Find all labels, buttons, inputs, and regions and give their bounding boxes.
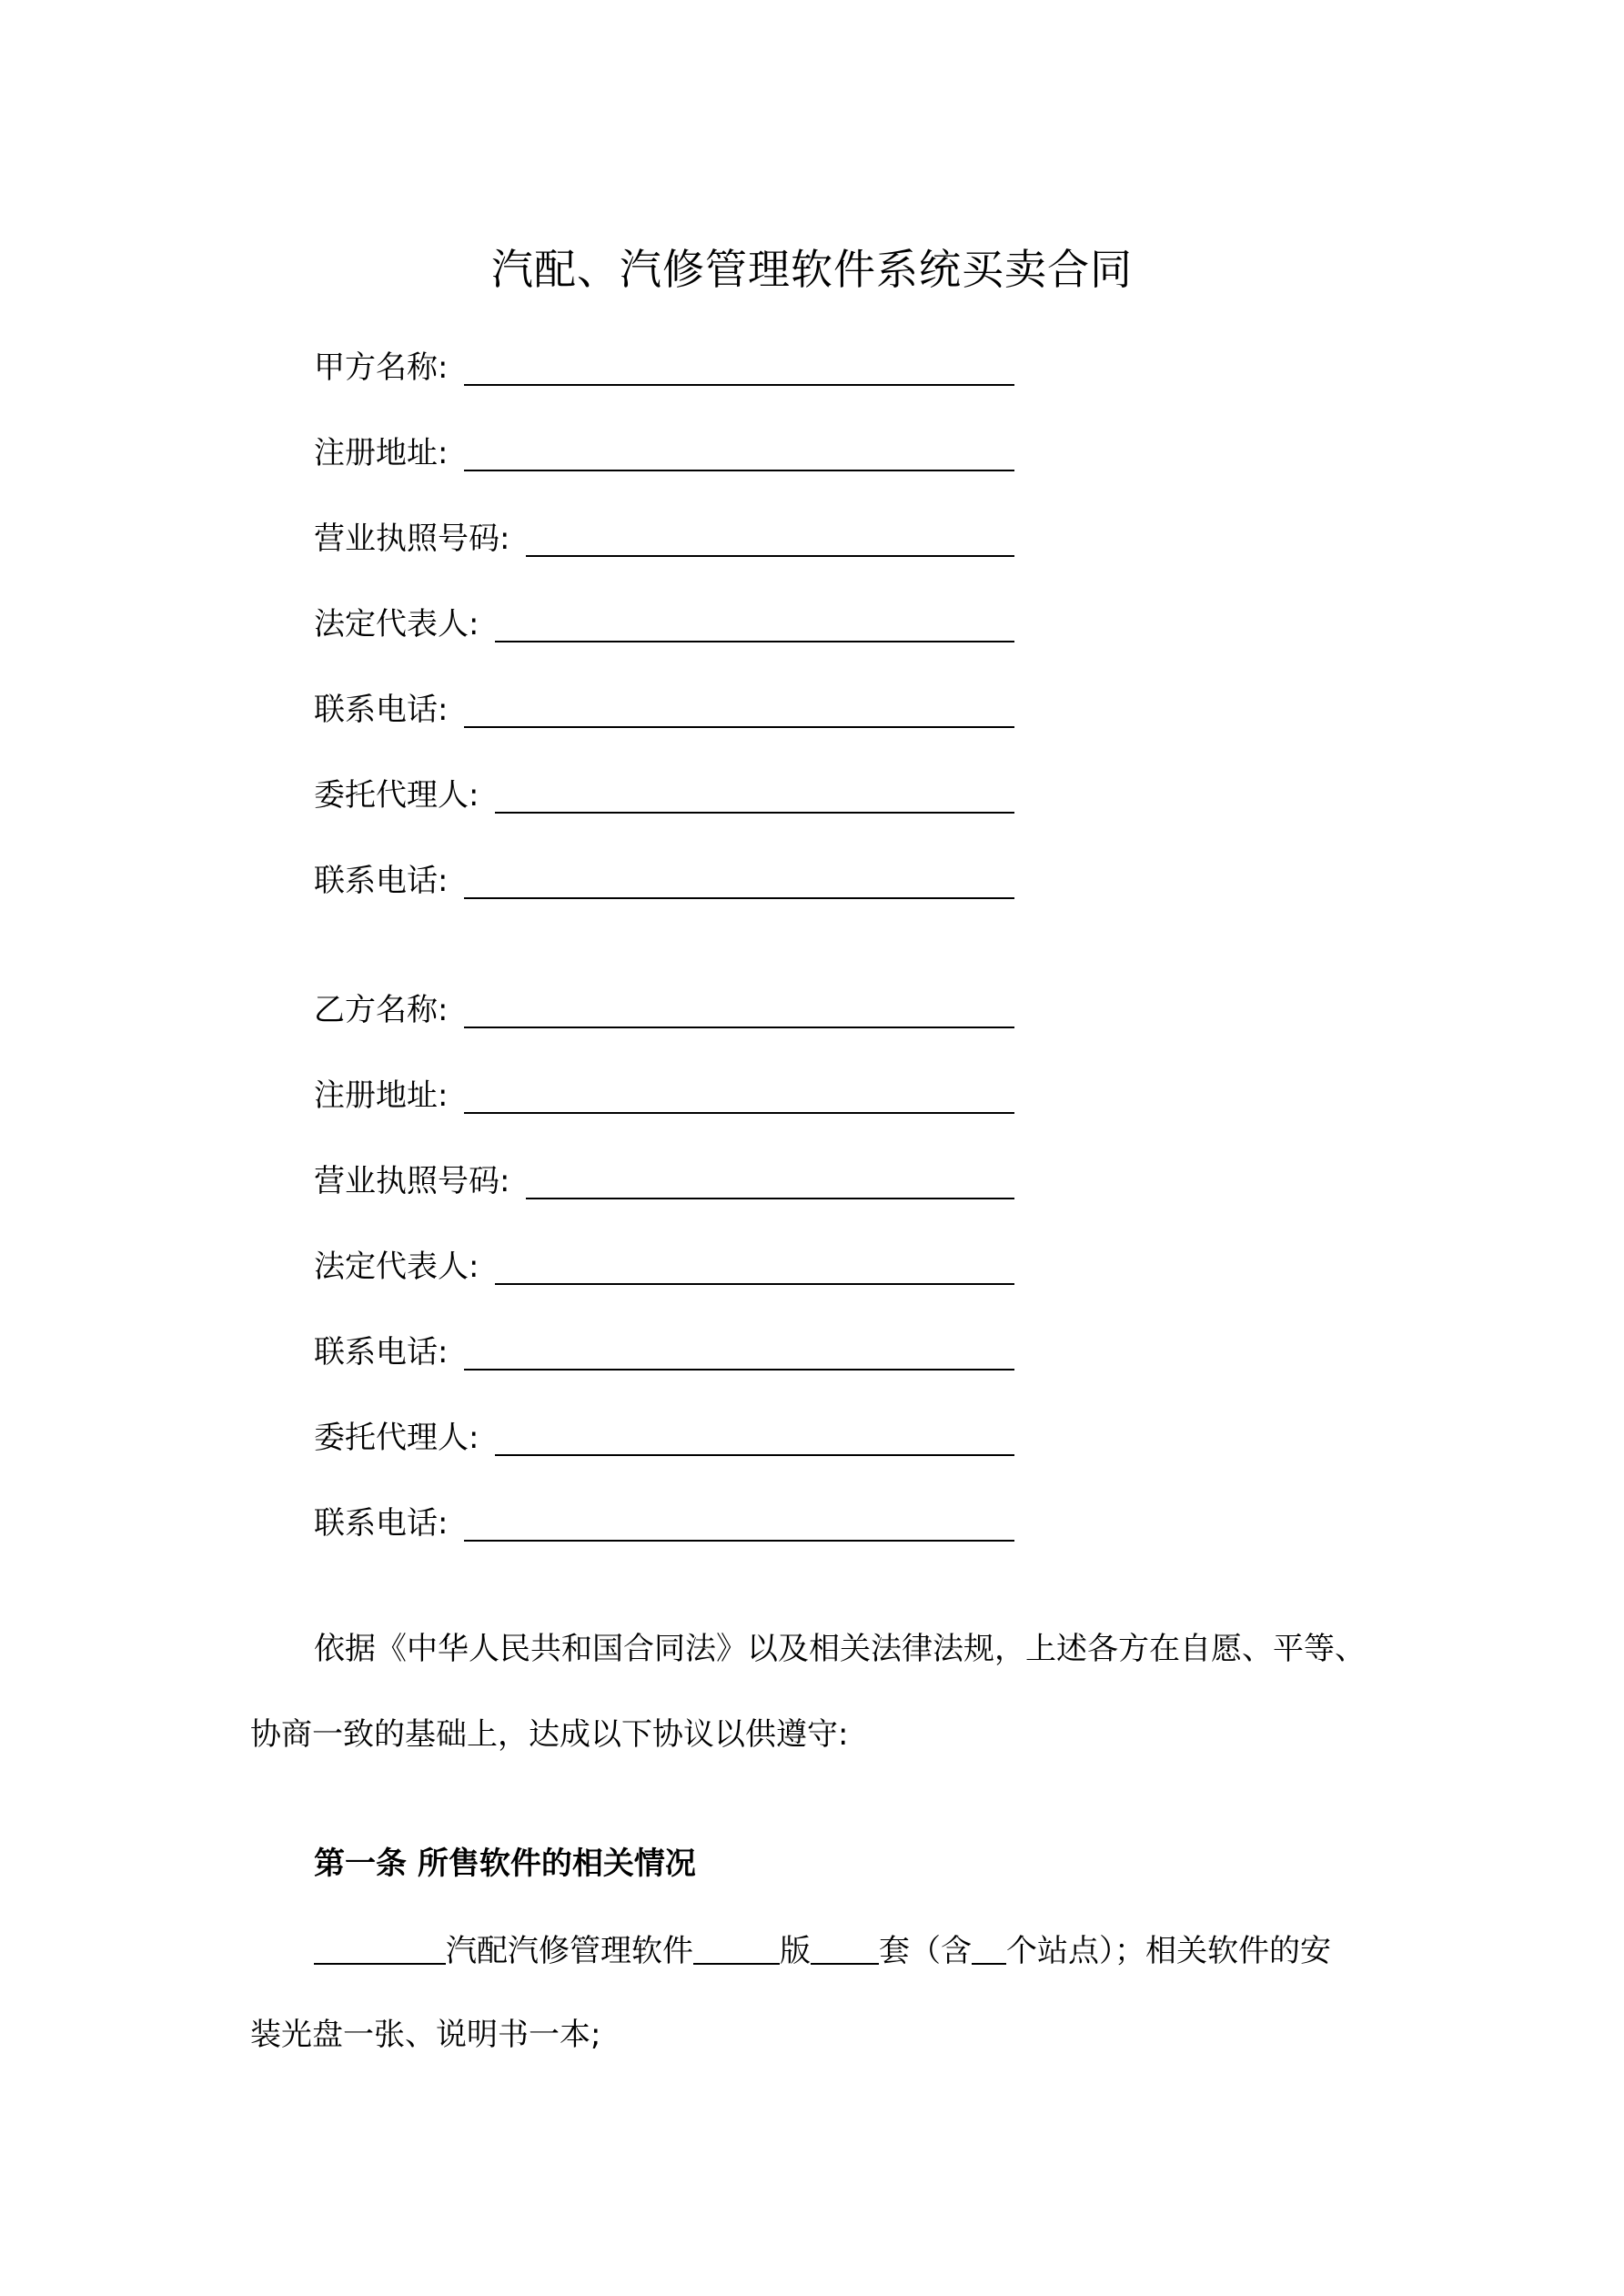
party-b-agent-phone-field[interactable] <box>314 1498 1014 1543</box>
fill-in-blank[interactable] <box>811 1934 879 1965</box>
party-a-legal-rep-field[interactable] <box>314 599 1014 644</box>
field-label: 乙方名称: <box>314 992 449 1028</box>
fill-in-blank[interactable] <box>464 437 1014 471</box>
field-label: 营业执照号码: <box>314 1163 510 1199</box>
field-label: 联系电话: <box>314 863 449 899</box>
party-b-phone-field[interactable] <box>314 1327 1014 1372</box>
fill-in-blank[interactable] <box>464 351 1014 386</box>
field-label: 法定代表人: <box>314 1249 479 1285</box>
party-a-license-field[interactable] <box>314 513 1014 559</box>
field-label: 注册地址: <box>314 435 449 471</box>
party-a-address-field[interactable] <box>314 428 1014 473</box>
field-label: 法定代表人: <box>314 606 479 642</box>
article-1-text-sites: 个站点）；相关软件的安 <box>1006 1933 1331 1969</box>
article-1-text-software: 汽配汽修管理软件 <box>446 1933 693 1969</box>
party-b-agent-field[interactable] <box>314 1412 1014 1458</box>
party-b-license-field[interactable] <box>314 1156 1014 1201</box>
field-label: 联系电话: <box>314 1505 449 1542</box>
party-a-agent-phone-field[interactable] <box>314 855 1014 901</box>
party-b-address-field[interactable] <box>314 1070 1014 1116</box>
fill-in-blank[interactable] <box>495 1421 1014 1456</box>
fill-in-blank[interactable] <box>464 1507 1014 1542</box>
fill-in-blank[interactable] <box>464 865 1014 899</box>
article-1-line-2: 装光盘一张、说明书一本; <box>250 2017 601 2053</box>
field-label: 营业执照号码: <box>314 521 510 557</box>
party-a-name-field[interactable] <box>314 342 1014 388</box>
field-label: 联系电话: <box>314 1334 449 1371</box>
fill-in-blank[interactable] <box>464 1336 1014 1371</box>
party-b-name-field[interactable] <box>314 985 1014 1030</box>
fill-in-blank[interactable] <box>526 522 1014 557</box>
fill-in-blank[interactable] <box>464 994 1014 1028</box>
fill-in-blank[interactable] <box>495 1250 1014 1285</box>
fill-in-blank[interactable] <box>495 779 1014 814</box>
party-a-agent-field[interactable] <box>314 770 1014 815</box>
party-a-phone-field[interactable] <box>314 684 1014 730</box>
fill-in-blank[interactable] <box>972 1934 1006 1965</box>
preamble-line-2: 协商一致的基础上，达成以下协议以供遵守: <box>250 1716 849 1753</box>
party-b-legal-rep-field[interactable] <box>314 1241 1014 1287</box>
fill-in-blank[interactable] <box>464 693 1014 728</box>
article-1-text-version: 版 <box>780 1933 811 1969</box>
fill-in-blank[interactable] <box>464 1079 1014 1114</box>
field-label: 注册地址: <box>314 1077 449 1114</box>
field-label: 联系电话: <box>314 692 449 728</box>
article-1-text-sets: 套（含 <box>879 1933 972 1969</box>
fill-in-blank[interactable] <box>693 1934 780 1965</box>
contract-title: 汽配、汽修管理软件系统买卖合同 <box>491 245 1133 294</box>
fill-in-blank[interactable] <box>314 1934 446 1965</box>
fill-in-blank[interactable] <box>526 1165 1014 1199</box>
field-label: 甲方名称: <box>314 349 449 386</box>
field-label: 委托代理人: <box>314 1420 479 1456</box>
field-label: 委托代理人: <box>314 777 479 814</box>
article-1-line-1 <box>314 1931 1387 1971</box>
fill-in-blank[interactable] <box>495 608 1014 642</box>
article-1-heading: 第一条 所售软件的相关情况 <box>314 1846 696 1882</box>
preamble-line-1: 依据《中华人民共和国合同法》以及相关法律法规，上述各方在自愿、平等、 <box>314 1631 1366 1667</box>
